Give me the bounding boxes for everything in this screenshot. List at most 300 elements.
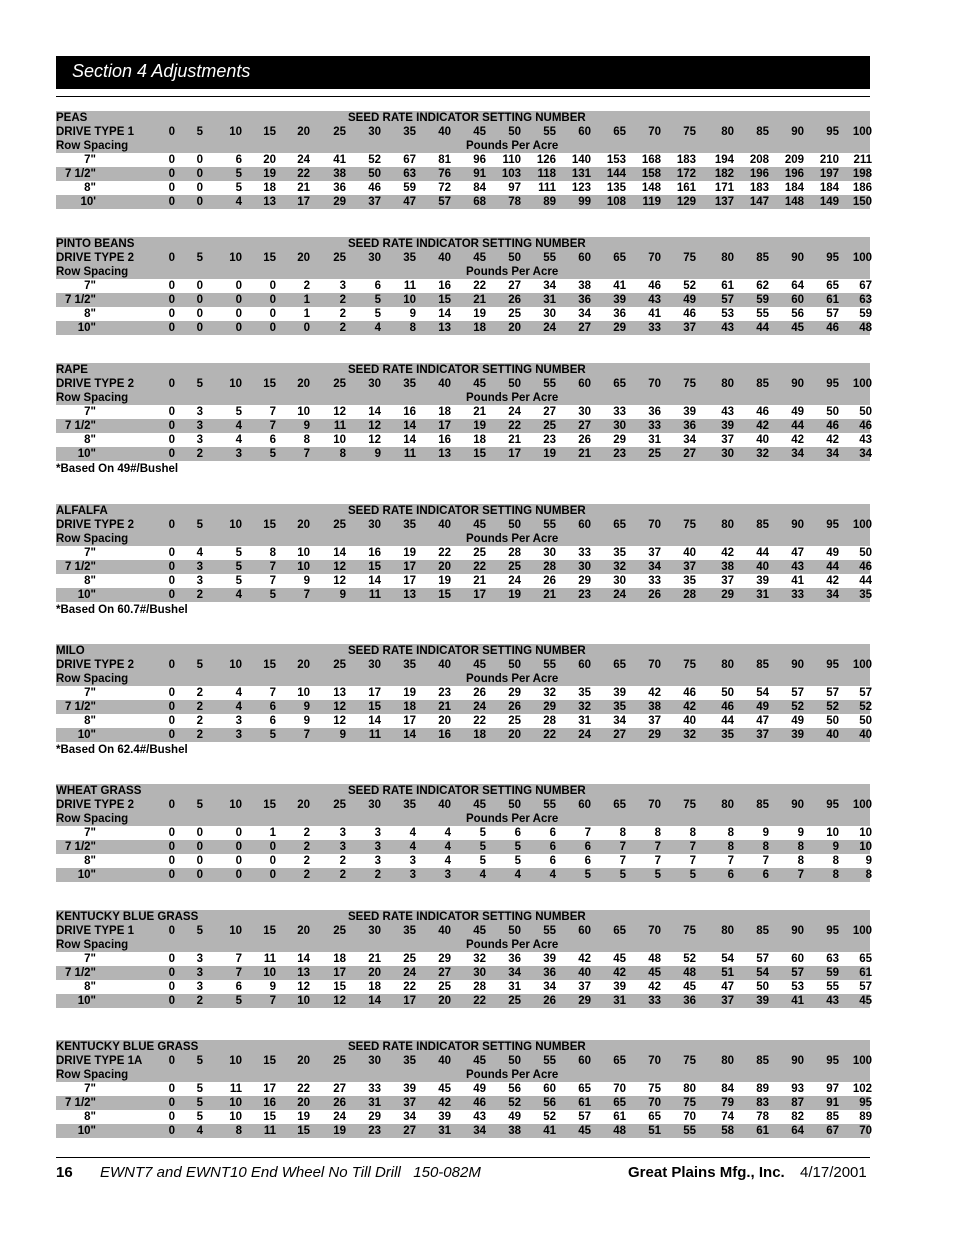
row-spacing: 10" [77, 995, 96, 1007]
setting-number: 45 [473, 378, 486, 390]
rate-cell: 0 [168, 154, 175, 166]
page-number: 16 [56, 1164, 73, 1181]
setting-number: 0 [168, 252, 175, 264]
seed-rate-table [56, 237, 870, 335]
setting-number: 75 [683, 519, 696, 531]
rate-cell: 9 [797, 827, 804, 839]
rate-cell: 46 [859, 420, 872, 432]
rate-cell: 0 [235, 294, 242, 306]
rate-cell: 60 [543, 1083, 556, 1095]
table-row [56, 419, 870, 433]
crop-name: ALFALFA [56, 505, 108, 517]
row-spacing: 7 1/2" [64, 561, 96, 573]
setting-number: 45 [473, 126, 486, 138]
rate-cell: 10 [403, 294, 416, 306]
row-spacing: 7 1/2" [64, 294, 96, 306]
rate-cell: 48 [648, 953, 661, 965]
rate-cell: 15 [368, 701, 381, 713]
rate-cell: 5 [584, 869, 591, 881]
rate-cell: 78 [756, 1111, 769, 1123]
rate-cell: 31 [648, 434, 661, 446]
crop-name: PINTO BEANS [56, 238, 135, 250]
rate-cell: 0 [168, 1097, 175, 1109]
rate-cell: 65 [826, 280, 839, 292]
rate-cell: 17 [403, 715, 416, 727]
rate-cell: 148 [784, 196, 804, 208]
publication-date: 4/17/2001 [800, 1164, 867, 1181]
rate-cell: 10 [333, 434, 346, 446]
rate-cell: 3 [409, 855, 416, 867]
rate-cell: 19 [473, 420, 486, 432]
rate-cell: 97 [508, 182, 521, 194]
rate-cell: 61 [721, 280, 734, 292]
rate-cell: 153 [606, 154, 626, 166]
setting-number: 55 [543, 126, 556, 138]
setting-number: 95 [826, 659, 839, 671]
rate-cell: 22 [403, 981, 416, 993]
setting-number: 25 [333, 659, 346, 671]
rate-cell: 5 [269, 729, 276, 741]
rate-cell: 0 [303, 322, 310, 334]
rate-cell: 18 [473, 729, 486, 741]
rate-cell: 57 [859, 981, 872, 993]
rate-cell: 0 [168, 280, 175, 292]
row-spacing: 8" [84, 182, 96, 194]
rate-cell: 16 [438, 434, 451, 446]
rate-cell: 21 [297, 182, 310, 194]
setting-number: 75 [683, 126, 696, 138]
rate-cell: 24 [578, 729, 591, 741]
rate-cell: 8 [619, 827, 626, 839]
rate-cell: 29 [438, 953, 451, 965]
table-row [56, 868, 870, 882]
rate-cell: 0 [196, 196, 203, 208]
rate-cell: 0 [168, 967, 175, 979]
rate-cell: 14 [403, 729, 416, 741]
rate-cell: 14 [368, 995, 381, 1007]
rate-cell: 3 [196, 981, 203, 993]
rate-cell: 14 [368, 715, 381, 727]
row-spacing: 10" [77, 729, 96, 741]
rate-cell: 21 [473, 406, 486, 418]
table-row [56, 195, 870, 209]
setting-number: 35 [403, 378, 416, 390]
rate-cell: 91 [826, 1097, 839, 1109]
rate-cell: 26 [508, 294, 521, 306]
rate-cell: 23 [543, 434, 556, 446]
setting-number: 60 [578, 252, 591, 264]
rate-cell: 7 [654, 855, 661, 867]
rate-cell: 10 [229, 1097, 242, 1109]
setting-number: 5 [196, 519, 203, 531]
crop-name: MILO [56, 645, 85, 657]
rate-cell: 59 [403, 182, 416, 194]
setting-number: 60 [578, 799, 591, 811]
rate-cell: 56 [508, 1083, 521, 1095]
rate-cell: 148 [641, 182, 661, 194]
rate-cell: 186 [852, 182, 872, 194]
setting-number: 55 [543, 378, 556, 390]
rate-cell: 65 [578, 1083, 591, 1095]
rate-cell: 24 [297, 154, 310, 166]
rate-cell: 3 [196, 967, 203, 979]
rate-cell: 33 [648, 995, 661, 1007]
rate-cell: 0 [235, 869, 242, 881]
rate-cell: 49 [826, 547, 839, 559]
table-row [56, 405, 870, 419]
setting-number: 80 [721, 378, 734, 390]
row-spacing: 7" [84, 687, 96, 699]
setting-number: 10 [229, 659, 242, 671]
rate-cell: 13 [297, 967, 310, 979]
setting-number: 45 [473, 252, 486, 264]
rate-cell: 43 [826, 995, 839, 1007]
rate-cell: 49 [683, 294, 696, 306]
setting-number: 5 [196, 1055, 203, 1067]
rate-cell: 29 [613, 322, 626, 334]
rate-cell: 7 [303, 589, 310, 601]
setting-number: 20 [297, 799, 310, 811]
rate-cell: 0 [269, 308, 276, 320]
rate-cell: 27 [578, 420, 591, 432]
rate-cell: 1 [303, 294, 310, 306]
rate-cell: 23 [368, 1125, 381, 1137]
rate-cell: 7 [269, 406, 276, 418]
rate-cell: 196 [749, 168, 769, 180]
rate-cell: 51 [721, 967, 734, 979]
rate-cell: 8 [797, 841, 804, 853]
setting-number: 90 [791, 126, 804, 138]
rate-cell: 10 [297, 547, 310, 559]
rate-cell: 31 [368, 1097, 381, 1109]
rate-cell: 31 [578, 715, 591, 727]
row-spacing: 8" [84, 1111, 96, 1123]
row-spacing: 7 1/2" [64, 967, 96, 979]
setting-number: 15 [263, 1055, 276, 1067]
rate-cell: 0 [168, 869, 175, 881]
rate-cell: 2 [339, 855, 346, 867]
setting-number: 85 [756, 659, 769, 671]
row-spacing: 7" [84, 1083, 96, 1095]
setting-number: 35 [403, 126, 416, 138]
rate-cell: 194 [714, 154, 734, 166]
rate-cell: 184 [819, 182, 839, 194]
rate-cell: 8 [303, 434, 310, 446]
setting-number: 75 [683, 799, 696, 811]
setting-number: 15 [263, 519, 276, 531]
units-row [56, 812, 870, 826]
setting-number: 55 [543, 799, 556, 811]
rate-cell: 52 [508, 1097, 521, 1109]
table-row [56, 994, 870, 1008]
rate-cell: 168 [641, 154, 661, 166]
rate-cell: 9 [303, 575, 310, 587]
rate-cell: 22 [438, 547, 451, 559]
rate-cell: 172 [676, 168, 696, 180]
settings-header-row [56, 1054, 870, 1068]
rate-cell: 0 [235, 322, 242, 334]
rate-cell: 27 [508, 280, 521, 292]
table-title-row [56, 1040, 870, 1054]
setting-number: 45 [473, 925, 486, 937]
setting-number: 70 [648, 252, 661, 264]
setting-number: 95 [826, 519, 839, 531]
rate-cell: 27 [578, 322, 591, 334]
rate-cell: 10 [826, 827, 839, 839]
setting-number: 70 [648, 519, 661, 531]
rate-cell: 61 [578, 1097, 591, 1109]
setting-number: 5 [196, 925, 203, 937]
rate-cell: 17 [403, 561, 416, 573]
rate-cell: 42 [721, 547, 734, 559]
units-row [56, 532, 870, 546]
rate-cell: 37 [721, 434, 734, 446]
rate-cell: 4 [409, 841, 416, 853]
setting-number: 40 [438, 659, 451, 671]
rate-cell: 0 [196, 154, 203, 166]
rate-cell: 18 [403, 701, 416, 713]
rate-cell: 0 [168, 715, 175, 727]
setting-number: 45 [473, 799, 486, 811]
seed-rate-table [56, 1040, 870, 1138]
setting-number: 60 [578, 925, 591, 937]
rate-cell: 45 [578, 1125, 591, 1137]
rate-cell: 3 [374, 855, 381, 867]
rate-cell: 42 [756, 420, 769, 432]
rate-cell: 57 [826, 687, 839, 699]
rate-cell: 25 [473, 547, 486, 559]
rate-cell: 20 [508, 729, 521, 741]
rate-cell: 0 [168, 687, 175, 699]
rate-cell: 65 [859, 953, 872, 965]
setting-number: 80 [721, 519, 734, 531]
setting-number: 20 [297, 378, 310, 390]
rate-cell: 16 [263, 1097, 276, 1109]
setting-number: 55 [543, 252, 556, 264]
table-row [56, 1124, 870, 1138]
rate-cell: 4 [444, 827, 451, 839]
rate-cell: 35 [613, 701, 626, 713]
rate-cell: 64 [791, 280, 804, 292]
rate-cell: 9 [303, 701, 310, 713]
rate-cell: 61 [756, 1125, 769, 1137]
rate-cell: 0 [168, 547, 175, 559]
setting-number: 5 [196, 252, 203, 264]
rate-cell: 36 [683, 420, 696, 432]
setting-number: 20 [297, 925, 310, 937]
rate-cell: 37 [648, 715, 661, 727]
rate-cell: 11 [403, 448, 416, 460]
rate-cell: 2 [196, 687, 203, 699]
rate-cell: 19 [333, 1125, 346, 1137]
units-row [56, 1068, 870, 1082]
rate-cell: 0 [168, 1111, 175, 1123]
rate-cell: 31 [613, 995, 626, 1007]
rate-cell: 42 [826, 434, 839, 446]
units-label: Pounds Per Acre [466, 939, 559, 951]
setting-number: 20 [297, 1055, 310, 1067]
row-spacing: 7 1/2" [64, 1097, 96, 1109]
rate-cell: 4 [514, 869, 521, 881]
setting-number: 40 [438, 378, 451, 390]
setting-number: 55 [543, 659, 556, 671]
rate-cell: 6 [269, 701, 276, 713]
rate-cell: 3 [196, 575, 203, 587]
rate-cell: 33 [613, 406, 626, 418]
rate-cell: 3 [339, 280, 346, 292]
rate-cell: 3 [196, 561, 203, 573]
crop-name: RAPE [56, 364, 88, 376]
rate-cell: 30 [473, 967, 486, 979]
setting-number: 80 [721, 799, 734, 811]
rate-cell: 20 [438, 995, 451, 1007]
rate-cell: 32 [543, 687, 556, 699]
rate-cell: 42 [683, 701, 696, 713]
rate-cell: 183 [676, 154, 696, 166]
setting-number: 75 [683, 659, 696, 671]
rate-cell: 49 [756, 701, 769, 713]
setting-number: 85 [756, 252, 769, 264]
company-name: Great Plains Mfg., Inc. [628, 1164, 785, 1181]
rate-cell: 3 [235, 715, 242, 727]
rate-cell: 0 [168, 589, 175, 601]
rate-cell: 0 [168, 406, 175, 418]
rate-cell: 61 [826, 294, 839, 306]
rate-cell: 27 [438, 967, 451, 979]
rate-cell: 5 [479, 827, 486, 839]
units-label: Pounds Per Acre [466, 266, 559, 278]
rate-cell: 11 [229, 1083, 242, 1095]
rate-cell: 37 [368, 196, 381, 208]
setting-number: 100 [852, 126, 872, 138]
rate-cell: 19 [263, 168, 276, 180]
rate-cell: 58 [721, 1125, 734, 1137]
rate-cell: 9 [339, 589, 346, 601]
setting-number: 0 [168, 1055, 175, 1067]
rate-cell: 64 [791, 1125, 804, 1137]
rate-cell: 6 [549, 855, 556, 867]
rate-cell: 33 [578, 547, 591, 559]
table-row [56, 686, 870, 700]
rate-cell: 24 [508, 406, 521, 418]
setting-number: 30 [368, 799, 381, 811]
setting-number: 50 [508, 252, 521, 264]
rate-cell: 182 [714, 168, 734, 180]
rate-cell: 3 [235, 448, 242, 460]
rate-cell: 3 [339, 841, 346, 853]
row-spacing: 8" [84, 575, 96, 587]
rate-cell: 2 [196, 701, 203, 713]
rate-cell: 0 [168, 434, 175, 446]
rate-cell: 3 [196, 434, 203, 446]
rate-cell: 0 [235, 280, 242, 292]
rate-cell: 34 [791, 448, 804, 460]
rate-cell: 36 [578, 294, 591, 306]
rate-cell: 54 [756, 967, 769, 979]
setting-number: 85 [756, 519, 769, 531]
rate-cell: 4 [235, 420, 242, 432]
rate-cell: 20 [508, 322, 521, 334]
rate-cell: 7 [584, 827, 591, 839]
rate-cell: 10 [297, 687, 310, 699]
rate-cell: 6 [269, 434, 276, 446]
rate-cell: 13 [263, 196, 276, 208]
rate-cell: 70 [859, 1125, 872, 1137]
rate-cell: 16 [403, 406, 416, 418]
seed-rate-table [56, 111, 870, 209]
rate-cell: 52 [791, 701, 804, 713]
rate-cell: 25 [403, 953, 416, 965]
table-row [56, 279, 870, 293]
setting-number: 30 [368, 925, 381, 937]
rate-cell: 68 [473, 196, 486, 208]
rate-cell: 40 [578, 967, 591, 979]
rate-cell: 17 [403, 575, 416, 587]
setting-number: 10 [229, 126, 242, 138]
rate-cell: 7 [303, 729, 310, 741]
rate-cell: 39 [613, 687, 626, 699]
rate-cell: 34 [543, 280, 556, 292]
rate-cell: 22 [297, 168, 310, 180]
rate-cell: 45 [791, 322, 804, 334]
rate-cell: 0 [168, 1125, 175, 1137]
row-spacing: 8" [84, 855, 96, 867]
rate-cell: 0 [235, 827, 242, 839]
rate-cell: 28 [473, 981, 486, 993]
rate-cell: 7 [654, 841, 661, 853]
rate-cell: 14 [403, 434, 416, 446]
setting-number: 0 [168, 378, 175, 390]
drive-type: DRIVE TYPE 2 [56, 659, 134, 671]
rate-cell: 97 [826, 1083, 839, 1095]
rate-cell: 38 [508, 1125, 521, 1137]
setting-number: 50 [508, 1055, 521, 1067]
rate-cell: 8 [654, 827, 661, 839]
bushel-note: *Based On 60.7#/Bushel [56, 604, 188, 616]
rate-cell: 67 [826, 1125, 839, 1137]
rate-cell: 119 [642, 196, 661, 208]
row-spacing: 7 1/2" [64, 168, 96, 180]
rate-cell: 40 [683, 547, 696, 559]
rate-cell: 37 [721, 575, 734, 587]
rate-cell: 42 [613, 967, 626, 979]
section-header-bar [56, 56, 870, 89]
rate-cell: 2 [196, 448, 203, 460]
setting-number: 40 [438, 519, 451, 531]
setting-number: 5 [196, 126, 203, 138]
rate-cell: 44 [859, 575, 872, 587]
units-row [56, 938, 870, 952]
rate-cell: 43 [721, 322, 734, 334]
rate-cell: 57 [438, 196, 451, 208]
rate-cell: 7 [689, 841, 696, 853]
setting-number: 35 [403, 925, 416, 937]
setting-number: 25 [333, 799, 346, 811]
rate-cell: 5 [479, 841, 486, 853]
rate-cell: 22 [297, 1083, 310, 1095]
setting-number: 40 [438, 252, 451, 264]
row-spacing-label: Row Spacing [56, 140, 129, 152]
rate-cell: 62 [756, 280, 769, 292]
drive-type: DRIVE TYPE 2 [56, 519, 134, 531]
table-row [56, 1096, 870, 1110]
rate-cell: 17 [368, 687, 381, 699]
setting-number: 100 [852, 252, 872, 264]
rate-cell: 19 [403, 687, 416, 699]
setting-number: 70 [648, 126, 661, 138]
rate-cell: 4 [235, 701, 242, 713]
setting-number: 35 [403, 659, 416, 671]
